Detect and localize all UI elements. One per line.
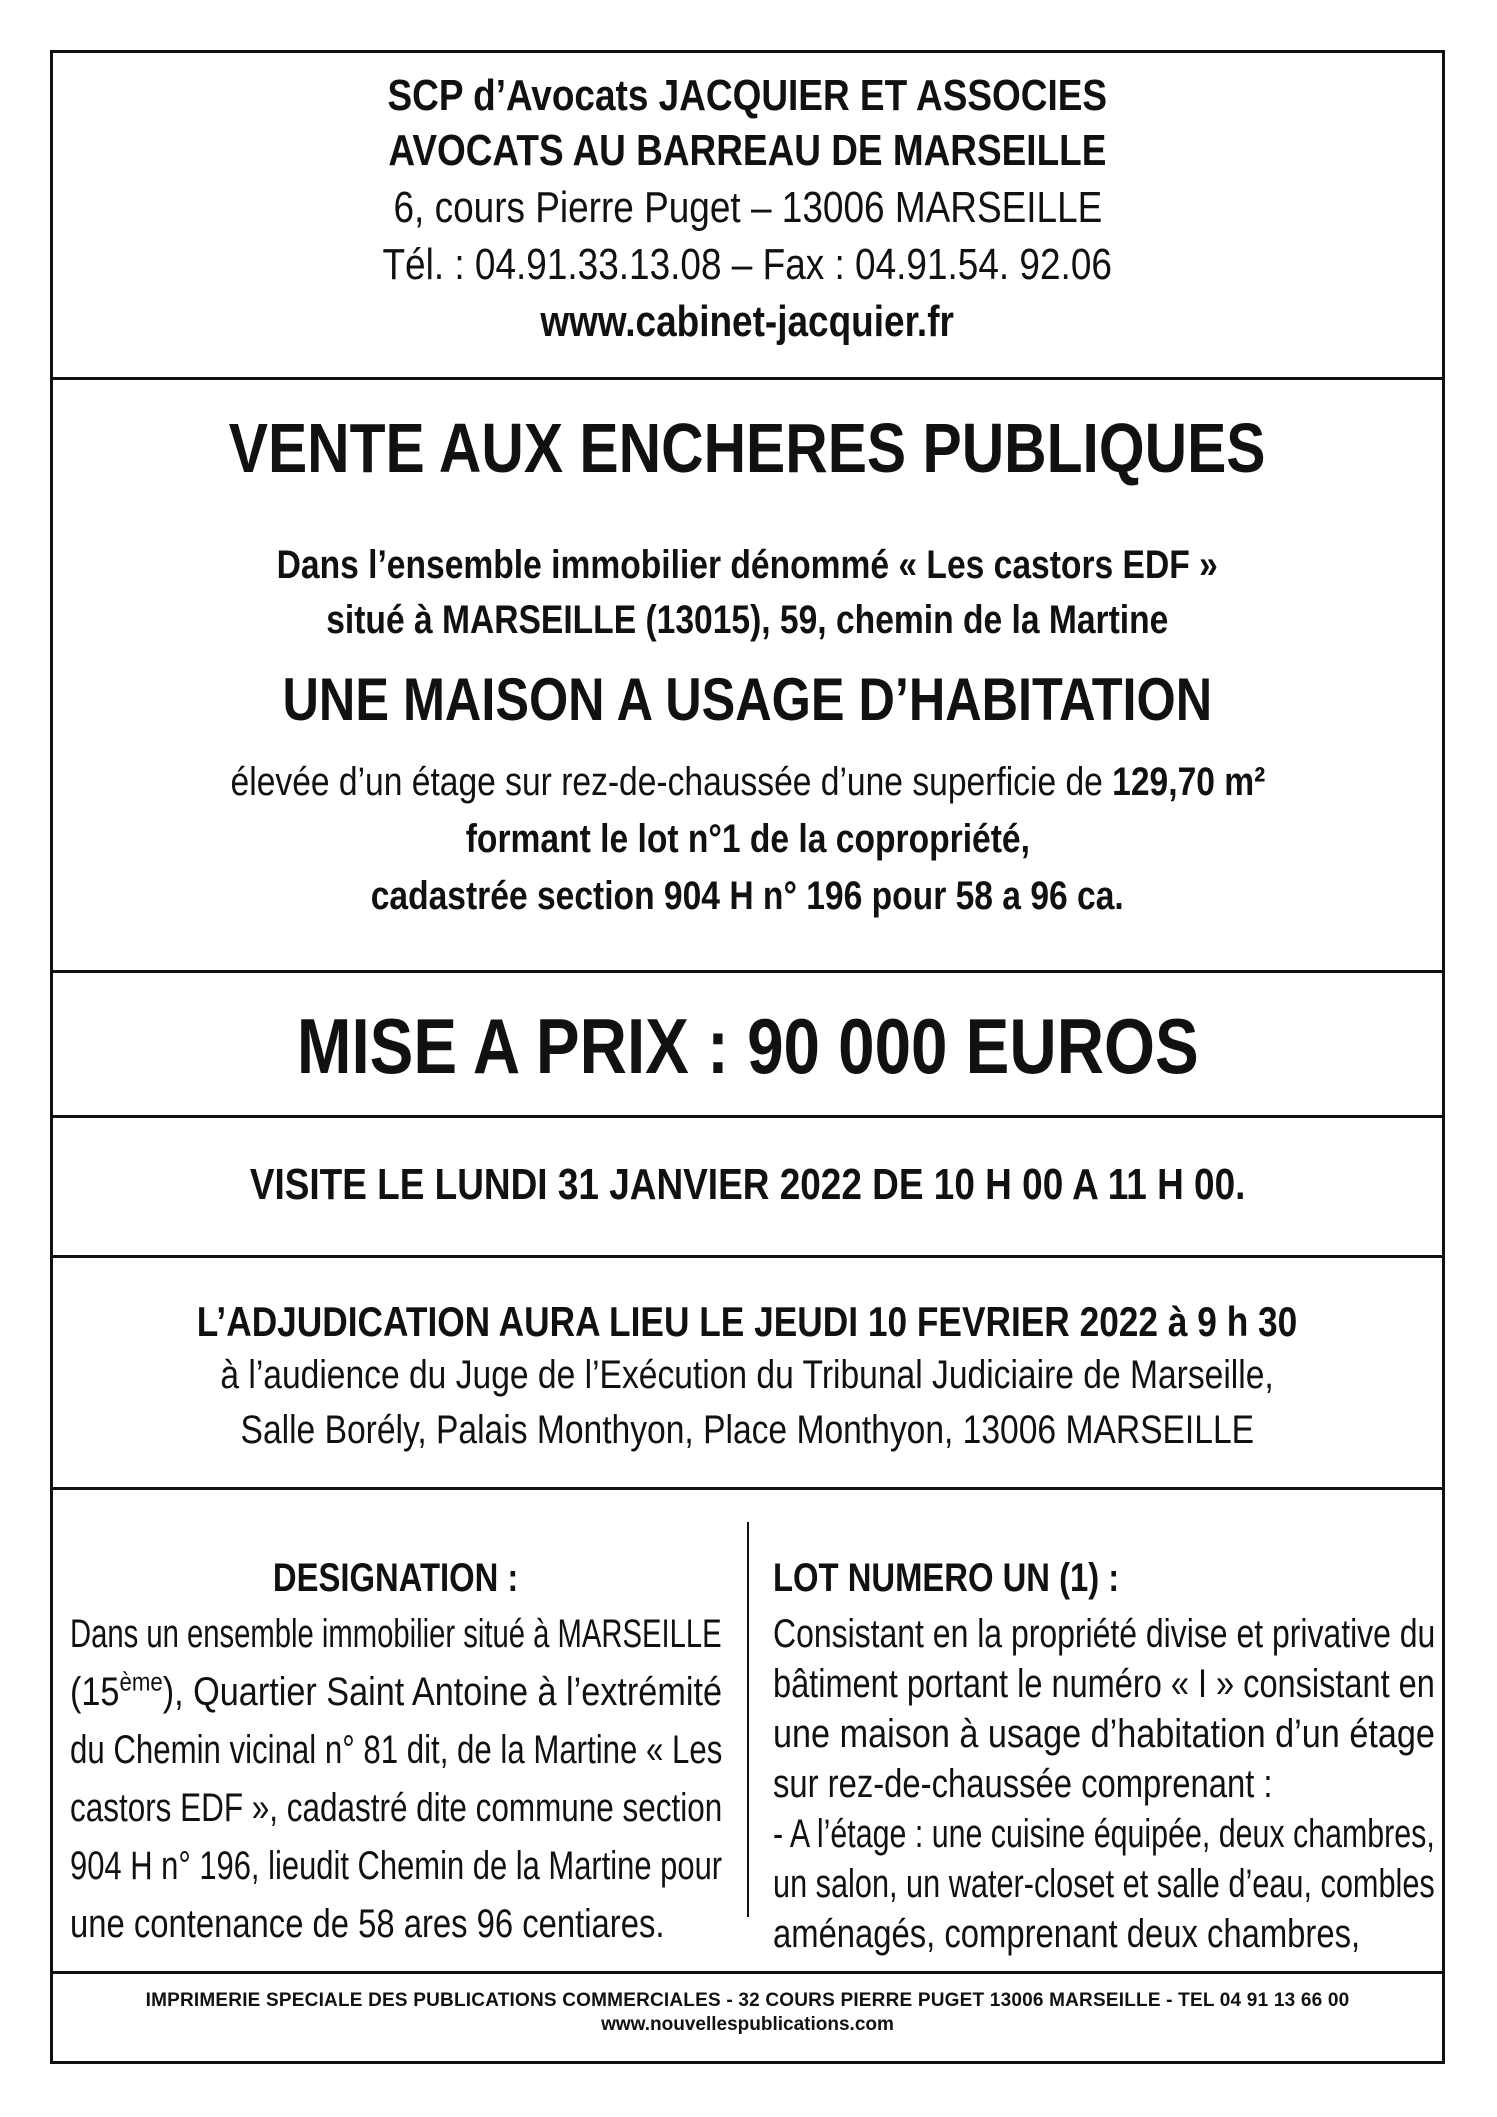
lot-line: formant le lot n°1 de la copropriété, bbox=[465, 817, 1030, 861]
lot-column bbox=[773, 1490, 1435, 1971]
cadastre-line: cadastrée section 904 H n° 196 pour 58 a 96 ca. bbox=[370, 874, 1125, 918]
lot-line: Consistant en la propriété divise et privative du bbox=[773, 1612, 1436, 1656]
firm-phone-fax: Tél. : 04.91.33.13.08 – Fax : 04.91.54. 92.06 bbox=[382, 240, 1113, 289]
lot-line: - A l’étage : une cuisine équipée, deux chambres, bbox=[773, 1812, 1435, 1856]
firm-website: www.cabinet-jacquier.fr bbox=[540, 297, 955, 346]
notice-frame bbox=[50, 50, 1445, 2064]
lot-line: une maison à usage d’habitation d’un étage bbox=[773, 1712, 1435, 1756]
details-columns bbox=[53, 1490, 1442, 1974]
property-type: UNE MAISON A USAGE D’HABITATION bbox=[282, 666, 1213, 733]
description-text: élevée d’un étage sur rez-de-chaussée d’une superficie de bbox=[230, 760, 1103, 804]
printer-website: www.nouvellespublications.com bbox=[601, 2014, 894, 2035]
designation-column bbox=[70, 1490, 722, 1971]
property-description bbox=[230, 760, 1265, 805]
printer-info: IMPRIMERIE SPECIALE DES PUBLICATIONS COMMERCIALES - 32 COURS PIERRE PUGET 13006 MARSEILLE - TEL 04 91 13 66 00 bbox=[145, 1990, 1350, 2011]
firm-name: SCP d’Avocats JACQUIER ET ASSOCIES bbox=[387, 71, 1108, 120]
designation-line: 904 H n° 196, lieudit Chemin de la Martine pour bbox=[70, 1844, 723, 1888]
adjudication-venue: Salle Borély, Palais Monthyon, Place Monthyon, 13006 MARSEILLE bbox=[240, 1408, 1255, 1452]
lot-line: aménagés, comprenant deux chambres, bbox=[773, 1912, 1361, 1956]
lot-heading: LOT NUMERO UN (1) : bbox=[773, 1556, 1120, 1600]
location-line-2: situé à MARSEILLE (13015), 59, chemin de la Martine bbox=[326, 598, 1169, 642]
law-firm-header bbox=[53, 53, 1442, 380]
designation-heading: DESIGNATION : bbox=[273, 1556, 519, 1600]
adjudication-section bbox=[53, 1258, 1442, 1490]
location-line-1: Dans l’ensemble immobilier dénommé « Les castors EDF » bbox=[276, 543, 1219, 587]
column-divider bbox=[747, 1522, 749, 1917]
designation-line: une contenance de 58 ares 96 centiares. bbox=[70, 1902, 665, 1946]
surface-value: 129,70 m² bbox=[1111, 760, 1265, 804]
visit-date: VISITE LE LUNDI 31 JANVIER 2022 DE 10 H 00 A 11 H 00. bbox=[249, 1160, 1246, 1209]
sale-title: VENTE AUX ENCHERES PUBLIQUES bbox=[229, 409, 1266, 487]
adjudication-headline: L’ADJUDICATION AURA LIEU LE JEUDI 10 FEVRIER 2022 à 9 h 30 bbox=[197, 1298, 1298, 1345]
printer-footer bbox=[53, 1974, 1442, 2061]
sale-section bbox=[53, 380, 1442, 973]
designation-line: du Chemin vicinal n° 81 dit, de la Martine « Les bbox=[70, 1728, 723, 1772]
adjudication-court: à l’audience du Juge de l’Exécution du Tribunal Judiciaire de Marseille, bbox=[220, 1353, 1275, 1397]
designation-line: castors EDF », cadastré dite commune section bbox=[70, 1786, 723, 1830]
firm-address: 6, cours Pierre Puget – 13006 MARSEILLE bbox=[393, 183, 1102, 232]
designation-line: (15ème), Quartier Saint Antoine à l’extrémité bbox=[70, 1666, 722, 1714]
lot-line: sur rez-de-chaussée comprenant : bbox=[773, 1762, 1273, 1806]
visit-section bbox=[53, 1118, 1442, 1258]
starting-price: MISE A PRIX : 90 000 EUROS bbox=[296, 1002, 1199, 1090]
designation-line: Dans un ensemble immobilier situé à MARSEILLE bbox=[70, 1612, 722, 1656]
bar-name: AVOCATS AU BARREAU DE MARSEILLE bbox=[388, 126, 1107, 175]
lot-line: bâtiment portant le numéro « I » consistant en bbox=[773, 1662, 1435, 1706]
lot-line: un salon, un water-closet et salle d’eau, combles bbox=[773, 1862, 1435, 1906]
price-section bbox=[53, 973, 1442, 1118]
